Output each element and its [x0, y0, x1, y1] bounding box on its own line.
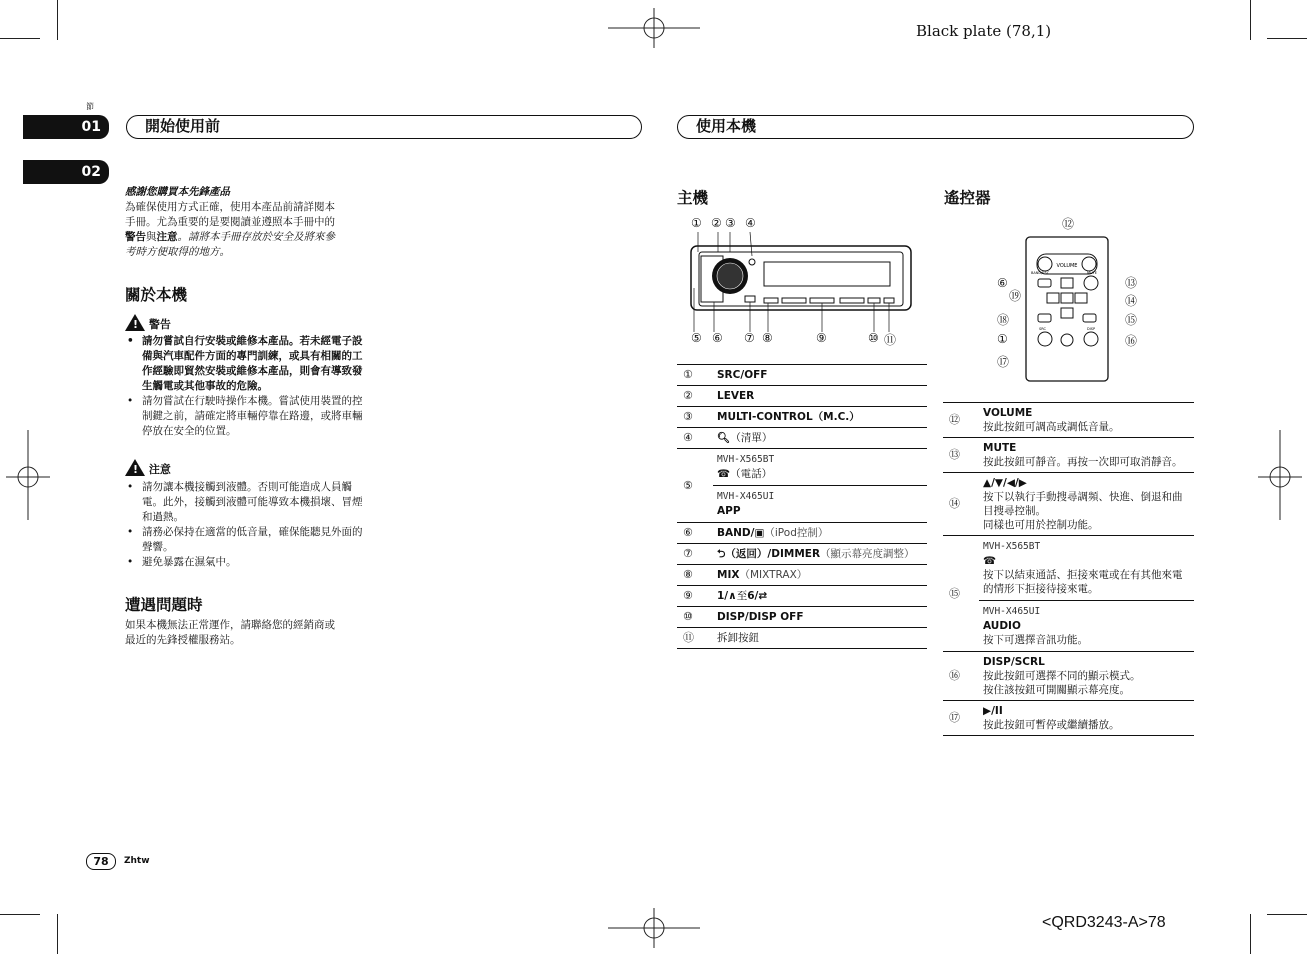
- row-num: ⑮: [943, 536, 979, 652]
- model-name: MVH-X565BT: [983, 541, 1041, 552]
- caution-label: 注意: [148, 463, 171, 476]
- row-desc: 同樣也可用於控制功能。: [983, 519, 1099, 531]
- callout-13: ⑬: [1125, 276, 1138, 290]
- row-label: （返回）/DIMMER: [725, 548, 821, 560]
- row-extra: （iPod控制）: [764, 527, 829, 539]
- callout-10: ⑩: [868, 331, 879, 345]
- ipod-icon: ▣: [754, 527, 765, 539]
- intro-line: 考時方便取得的地方。: [125, 246, 230, 258]
- head-unit-table: [677, 364, 927, 649]
- row-text: [713, 428, 927, 449]
- hangup-icon: ☎︎: [983, 555, 997, 567]
- row-text: SRC/OFF: [713, 365, 927, 386]
- row-mid: 至: [736, 590, 748, 602]
- crop-mark: [57, 0, 58, 40]
- svg-text:VOLUME: VOLUME: [1056, 263, 1078, 269]
- row-num: ④: [677, 428, 713, 449]
- row-text: [713, 523, 927, 544]
- trouble-line: 如果本機無法正常運作，請聯絡您的經銷商或: [125, 619, 335, 631]
- model-name: MVH-X565BT: [717, 454, 775, 465]
- row-desc: 按住該按鈕可開關顯示幕亮度。: [983, 684, 1130, 696]
- callout-6r: ⑥: [997, 276, 1008, 290]
- row-desc: 按下以結束通話、拒接來電或在有其他來電的情形下拒接待接來電。: [983, 569, 1183, 595]
- row-text: [713, 449, 927, 523]
- trouble-line: 最近的先鋒授權服務站。: [125, 634, 241, 646]
- row-desc: 按此按鈕可靜音。再按一次即可取消靜音。: [983, 456, 1183, 468]
- row-label: （電話）: [730, 468, 773, 480]
- callout-8: ⑧: [762, 331, 773, 345]
- caution-item: • 避免暴露在濕氣中。: [125, 555, 371, 570]
- callout-4: ④: [745, 216, 756, 230]
- row-num: ⑬: [943, 438, 979, 473]
- left-section-title: 開始使用前: [126, 115, 642, 139]
- row-text: DISP/DISP OFF: [713, 607, 927, 628]
- callout-1: ①: [691, 216, 702, 230]
- row-desc: 按此按鈕可選擇不同的顯示模式。: [983, 670, 1141, 682]
- row-label: 1/: [717, 590, 729, 602]
- caution-item: • 請勿讓本機接觸到液體。否則可能造成人員觸電。此外，接觸到液體可能導致本機損壞、冒煙和過熱。: [125, 480, 371, 525]
- caution-icon: !: [125, 459, 145, 476]
- svg-text:SRC: SRC: [1039, 327, 1046, 331]
- callout-19: ⑲: [1009, 289, 1022, 303]
- row-num: ⑨: [677, 586, 713, 607]
- caution-word: 注意: [156, 231, 178, 243]
- head-unit-diagram: [690, 232, 912, 332]
- language-code: Zhtw: [124, 856, 150, 866]
- callout-15: ⑮: [1125, 313, 1138, 327]
- row-title: DISP/SCRL: [983, 656, 1045, 668]
- doc-code: <QRD3243-A>78: [1042, 914, 1166, 931]
- intro-block: [125, 185, 375, 260]
- row-title: ▲/▼/◀/▶: [983, 477, 1027, 489]
- section-label: 節: [86, 102, 94, 111]
- warning-item: • 請勿嘗試在行駛時操作本機。嘗試使用裝置的控制鍵之前，請確定將車輛停靠在路邊，或將車輛停放在安全的位置。: [125, 394, 371, 439]
- callout-12: ⑫: [1062, 217, 1075, 231]
- callout-9: ⑨: [816, 331, 827, 345]
- plate-label: Black plate (78,1): [916, 22, 1052, 40]
- row-num: ②: [677, 386, 713, 407]
- repeat-icon: ⇄: [758, 590, 768, 602]
- row-num: ⑥: [677, 523, 713, 544]
- svg-text:MUTE: MUTE: [1087, 271, 1097, 275]
- caution-item: • 請務必保持在適當的低音量，確保能聽見外面的聲響。: [125, 525, 371, 555]
- trouble-text: [125, 618, 375, 648]
- row-desc: 按下可選擇音訊功能。: [983, 634, 1088, 646]
- tab-02[interactable]: 02: [23, 160, 109, 184]
- thanks-title: 感謝您購買本先鋒產品: [125, 186, 230, 198]
- crop-mark: [1250, 914, 1251, 954]
- head-unit-title: 主機: [677, 189, 709, 207]
- remote-title: 遙控器: [944, 189, 991, 207]
- caution-list: [125, 480, 371, 570]
- row-extra: （顯示幕亮度調整）: [820, 548, 915, 560]
- crop-mark: [0, 38, 40, 39]
- search-icon: 🔍︎: [717, 432, 731, 444]
- row-num: ⑪: [677, 628, 713, 649]
- row-num: ⑰: [943, 701, 979, 736]
- callout-18: ⑱: [997, 313, 1010, 327]
- row-text: [979, 403, 1194, 438]
- registration-mark: [6, 430, 50, 520]
- row-title: ▶/II: [983, 705, 1003, 717]
- crop-mark: [57, 914, 58, 954]
- row-num: ⑯: [943, 652, 979, 701]
- row-num: ⑩: [677, 607, 713, 628]
- row-label: APP: [717, 505, 741, 517]
- intro-line: [125, 230, 375, 245]
- warning-word: 警告: [125, 231, 146, 243]
- crop-mark: [0, 914, 40, 915]
- callout-11: ⑪: [884, 333, 897, 347]
- remote-table: [943, 402, 1194, 736]
- registration-mark: [1258, 430, 1302, 520]
- row-label: BAND/: [717, 527, 755, 539]
- row-text: [713, 586, 927, 607]
- warning-icon: !: [125, 314, 145, 331]
- row-num: ⑤: [677, 449, 713, 523]
- row-title: VOLUME: [983, 407, 1033, 419]
- row-num: ⑫: [943, 403, 979, 438]
- callout-14: ⑭: [1125, 294, 1138, 308]
- intro-rest: 。請將本手冊存放於安全及將來參: [177, 231, 335, 243]
- callout-1r: ①: [997, 332, 1008, 346]
- crop-mark: [1267, 914, 1307, 915]
- up-icon: ∧: [728, 590, 737, 602]
- model-name: MVH-X465UI: [983, 606, 1041, 617]
- callout-17: ⑰: [997, 355, 1010, 369]
- crop-mark: [1250, 0, 1251, 40]
- remote-diagram: [1025, 236, 1109, 384]
- tab-01[interactable]: 01: [23, 115, 109, 139]
- warning-header: [125, 314, 171, 332]
- row-desc: 按此按鈕可暫停或繼續播放。: [983, 719, 1120, 731]
- row-desc: 按下以執行手動搜尋調頻、快進、倒退和曲目搜尋控制。: [983, 491, 1183, 517]
- row-text: [979, 438, 1194, 473]
- callout-2: ②: [711, 216, 722, 230]
- registration-mark: [608, 8, 700, 48]
- back-icon: ⮌: [717, 548, 726, 560]
- row-end: 6/: [747, 590, 759, 602]
- row-label: （清單）: [730, 432, 773, 444]
- svg-text:DISP: DISP: [1087, 327, 1096, 331]
- intro-line: 為確保使用方式正確，使用本產品前請詳閱本: [125, 201, 335, 213]
- row-extra: （MIXTRAX）: [739, 569, 808, 581]
- callout-7: ⑦: [744, 331, 755, 345]
- caution-header: [125, 459, 171, 477]
- warning-list: [125, 334, 371, 439]
- crop-mark: [1267, 38, 1307, 39]
- row-text: [713, 544, 927, 565]
- row-title: MUTE: [983, 442, 1017, 454]
- row-num: ③: [677, 407, 713, 428]
- row-label: MIX: [717, 569, 740, 581]
- row-desc: 按此按鈕可調高或調低音量。: [983, 421, 1120, 433]
- phone-icon: ☎︎: [717, 468, 731, 480]
- svg-text:BAND/ESC: BAND/ESC: [1031, 271, 1050, 275]
- registration-mark: [608, 908, 700, 948]
- warning-label: 警告: [148, 318, 171, 331]
- row-num: ①: [677, 365, 713, 386]
- row-text: [979, 652, 1194, 701]
- intro-line: 手冊。尤為重要的是要閱讀並遵照本手冊中的: [125, 216, 335, 228]
- row-text: 拆卸按鈕: [713, 628, 927, 649]
- and-word: 與: [146, 231, 157, 243]
- callout-3: ③: [725, 216, 736, 230]
- callout-6: ⑥: [712, 331, 723, 345]
- callout-5: ⑤: [691, 331, 702, 345]
- page-number: 78: [86, 853, 116, 870]
- row-text: MULTI-CONTROL（M.C.）: [713, 407, 927, 428]
- row-text: [979, 701, 1194, 736]
- row-text: [979, 473, 1194, 536]
- row-num: ⑭: [943, 473, 979, 536]
- model-name: MVH-X465UI: [717, 491, 775, 502]
- row-num: ⑦: [677, 544, 713, 565]
- row-title: AUDIO: [983, 620, 1021, 632]
- about-title: 關於本機: [125, 286, 188, 304]
- warning-item: • 請勿嘗試自行安裝或維修本產品。若未經電子設備與汽車配件方面的專門訓練，或具有相關的工作經驗即貿然安裝或維修本產品，則會有導致發生觸電或其他事故的危險。: [125, 334, 371, 394]
- row-text: [979, 536, 1194, 652]
- right-section-title: 使用本機: [677, 115, 1194, 139]
- callout-16: ⑯: [1125, 334, 1138, 348]
- row-text: [713, 565, 927, 586]
- row-num: ⑧: [677, 565, 713, 586]
- trouble-title: 遭遇問題時: [125, 596, 203, 614]
- row-text: LEVER: [713, 386, 927, 407]
